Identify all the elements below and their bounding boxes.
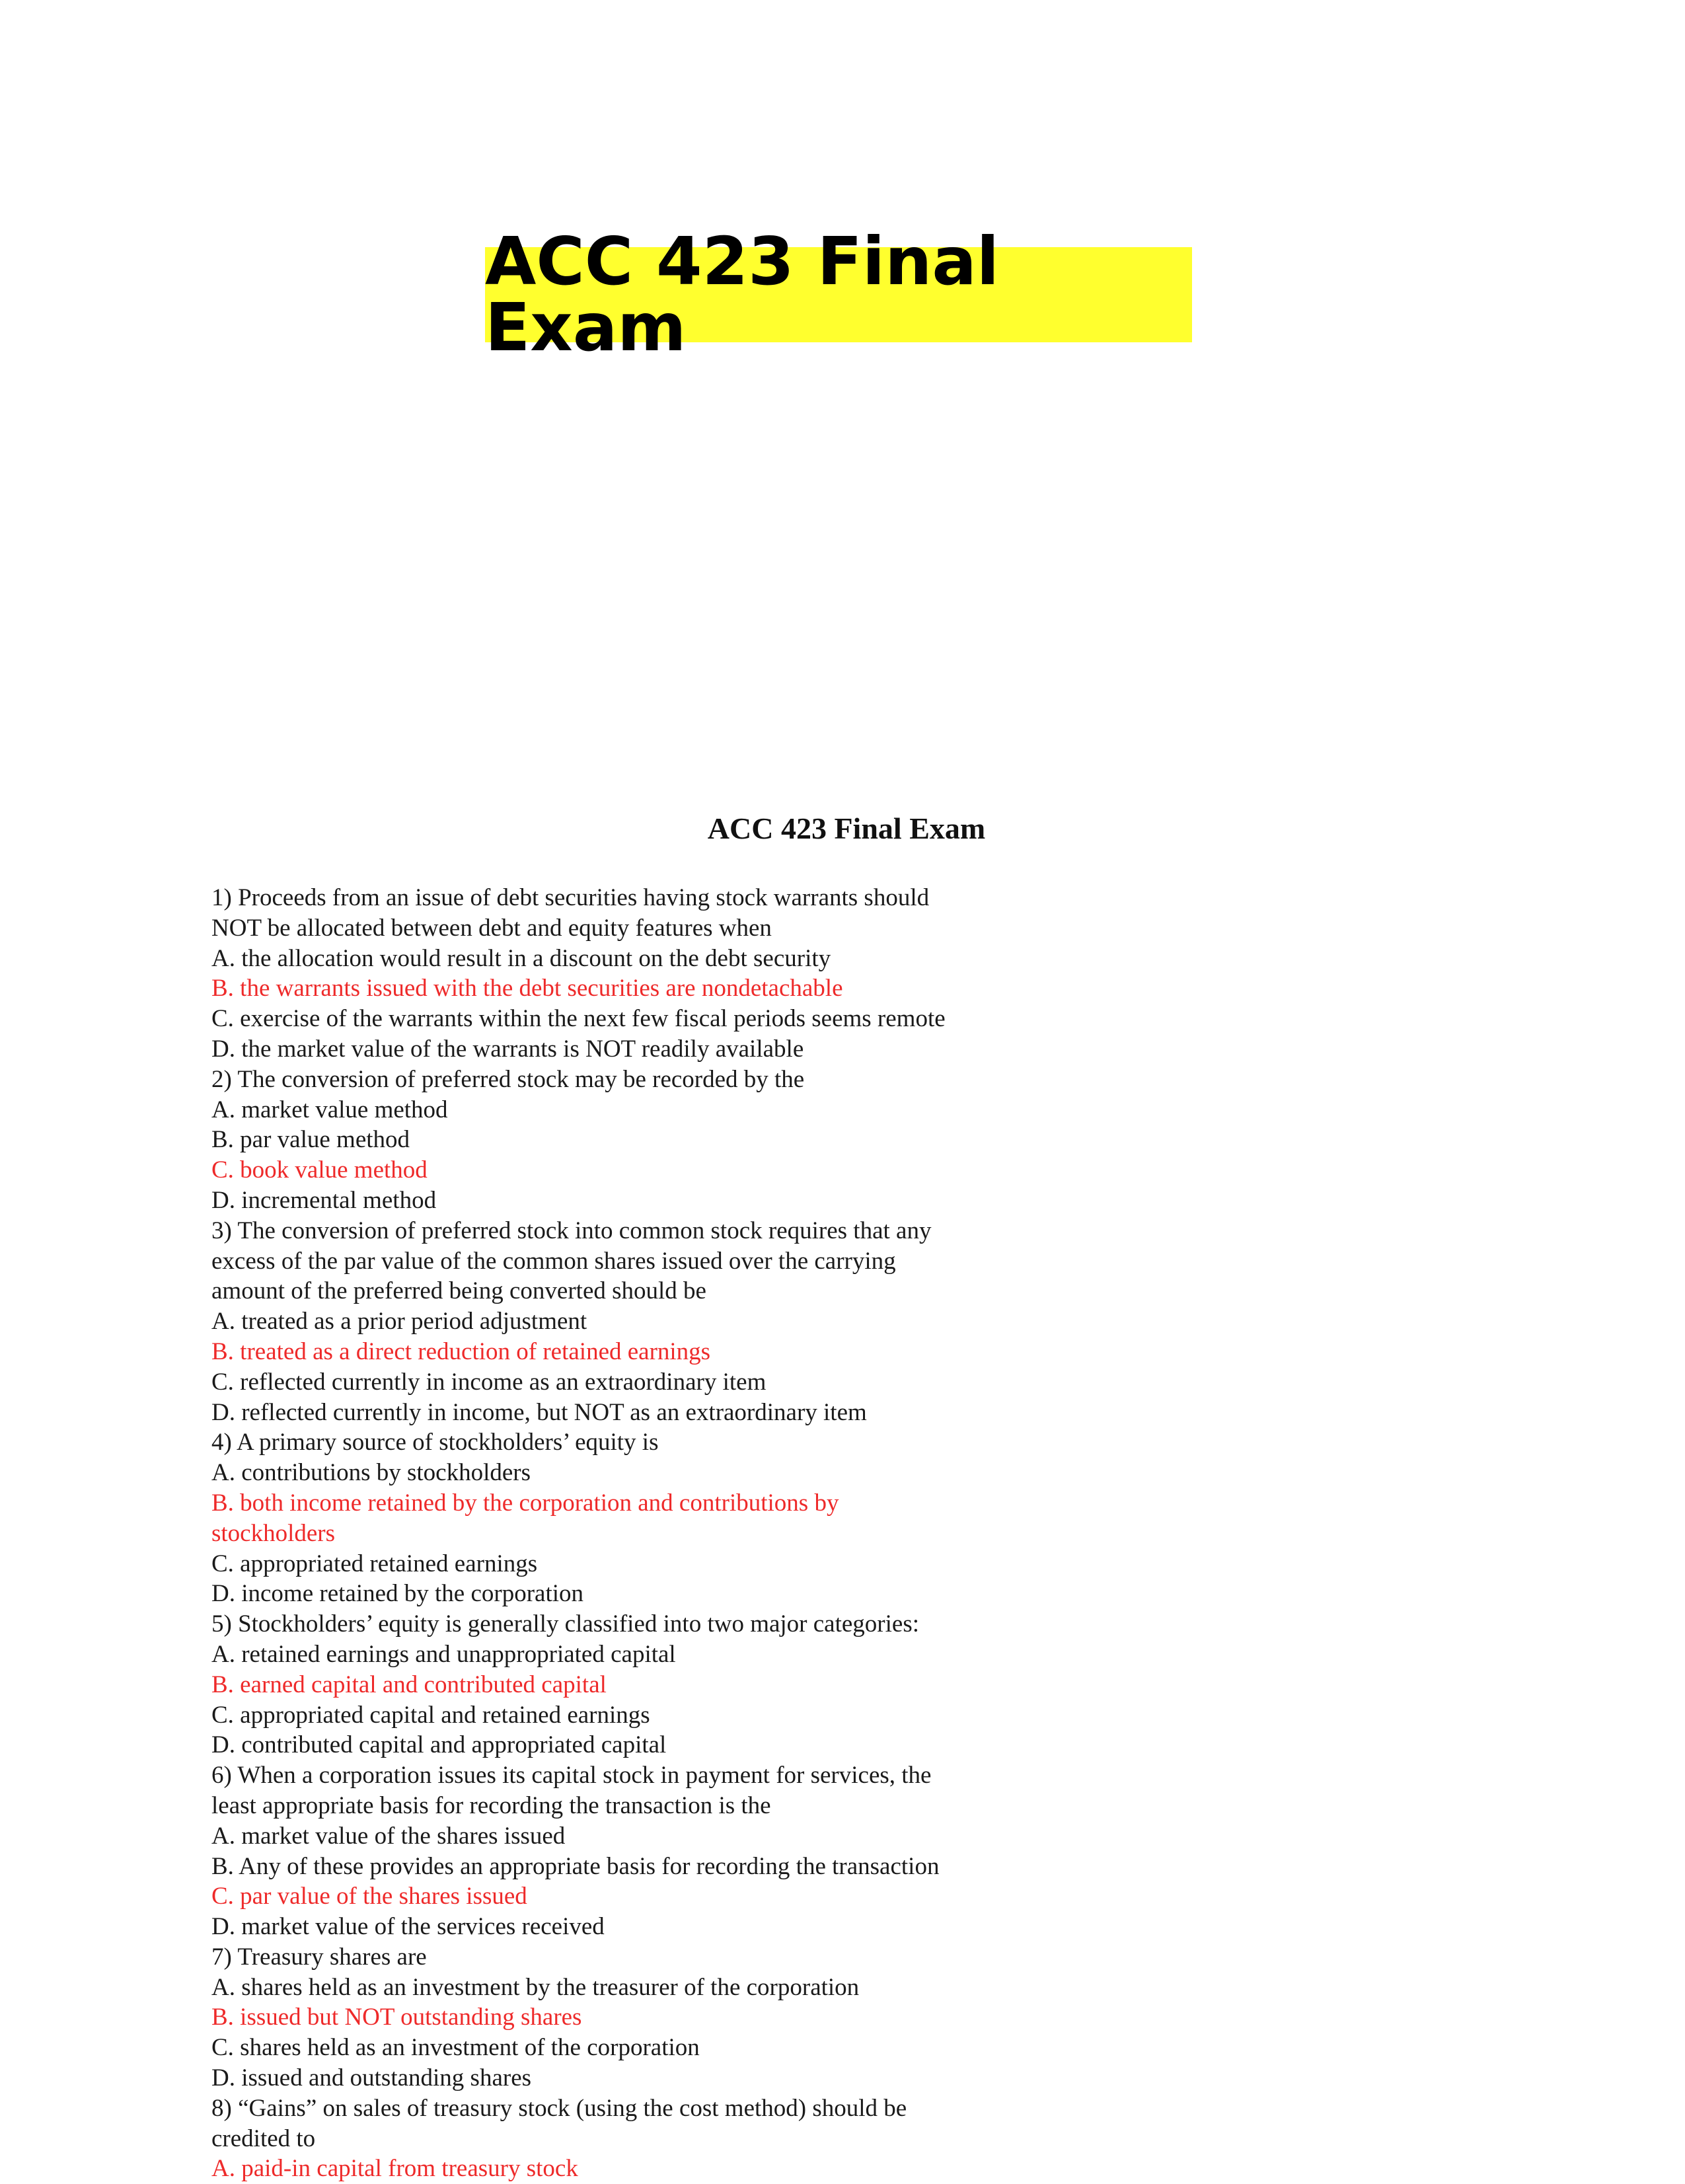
exam-questions	[211, 883, 1084, 2184]
question-line: 4) A primary source of stockholders’ equity is	[211, 1429, 659, 1456]
question-line: 3) The conversion of preferred stock into common stock requires that any	[211, 1217, 932, 1244]
question-line: 2) The conversion of preferred stock may be recorded by the	[211, 1065, 805, 1093]
question-line: NOT be allocated between debt and equity features when	[211, 914, 772, 942]
question-line: D. contributed capital and appropriated capital	[211, 1731, 667, 1759]
question-line: 1) Proceeds from an issue of debt securities having stock warrants should	[211, 884, 930, 911]
answer-line: C. book value method	[211, 1156, 428, 1184]
answer-line: B. issued but NOT outstanding shares	[211, 2004, 582, 2031]
question-line: A. retained earnings and unappropriated capital	[211, 1640, 676, 1668]
question-line: C. reflected currently in income as an extraordinary item	[211, 1368, 767, 1396]
question-line: C. shares held as an investment of the corporation	[211, 2034, 700, 2062]
document-title: ACC 423 Final Exam	[707, 811, 986, 845]
question-line: A. contributions by stockholders	[211, 1459, 531, 1487]
answer-line: A. paid-in capital from treasury stock	[211, 2155, 578, 2183]
question-line: 7) Treasury shares are	[211, 1943, 427, 1971]
answer-line: B. treated as a direct reduction of retained earnings	[211, 1337, 711, 1365]
question-line: B. par value method	[211, 1126, 410, 1154]
answer-line: C. par value of the shares issued	[211, 1883, 527, 1910]
question-line: A. shares held as an investment by the treasurer of the corporation	[211, 1973, 860, 2001]
question-line: least appropriate basis for recording the transaction is the	[211, 1791, 771, 1819]
answer-line: B. the warrants issued with the debt securities are nondetachable	[211, 975, 843, 1002]
question-line: D. income retained by the corporation	[211, 1580, 584, 1608]
question-line: credited to	[211, 2125, 316, 2152]
question-line: amount of the preferred being converted should be	[211, 1277, 706, 1305]
question-line: 6) When a corporation issues its capital stock in payment for services, the	[211, 1762, 932, 1789]
answer-line: B. both income retained by the corporation and contributions by	[211, 1489, 839, 1517]
answer-line: stockholders	[211, 1519, 336, 1547]
question-line: A. the allocation would result in a discount on the debt security	[211, 944, 831, 972]
question-line: C. exercise of the warrants within the next few fiscal periods seems remote	[211, 1005, 946, 1033]
question-line: A. market value of the shares issued	[211, 1822, 566, 1850]
question-line: 8) “Gains” on sales of treasury stock (using the cost method) should be	[211, 2094, 907, 2122]
question-line: A. treated as a prior period adjustment	[211, 1308, 587, 1336]
question-line: D. the market value of the warrants is NOT readily available	[211, 1035, 804, 1063]
question-line: A. market value method	[211, 1096, 448, 1123]
banner-title: ACC 423 Final Exam	[485, 223, 1000, 366]
question-line: excess of the par value of the common shares issued over the carrying	[211, 1247, 896, 1275]
question-line: 5) Stockholders’ equity is generally classified into two major categories:	[211, 1610, 919, 1638]
question-line: D. market value of the services received	[211, 1913, 605, 1941]
question-line: C. appropriated capital and retained earnings	[211, 1701, 650, 1729]
question-line: D. issued and outstanding shares	[211, 2064, 532, 2092]
question-line: D. incremental method	[211, 1186, 437, 1214]
question-line: B. Any of these provides an appropriate basis for recording the transaction	[211, 1852, 940, 1880]
question-line: D. reflected currently in income, but NOT as an extraordinary item	[211, 1398, 867, 1426]
answer-line: B. earned capital and contributed capital	[211, 1671, 607, 1698]
title-banner	[485, 223, 1192, 366]
question-line: C. appropriated retained earnings	[211, 1550, 538, 1577]
